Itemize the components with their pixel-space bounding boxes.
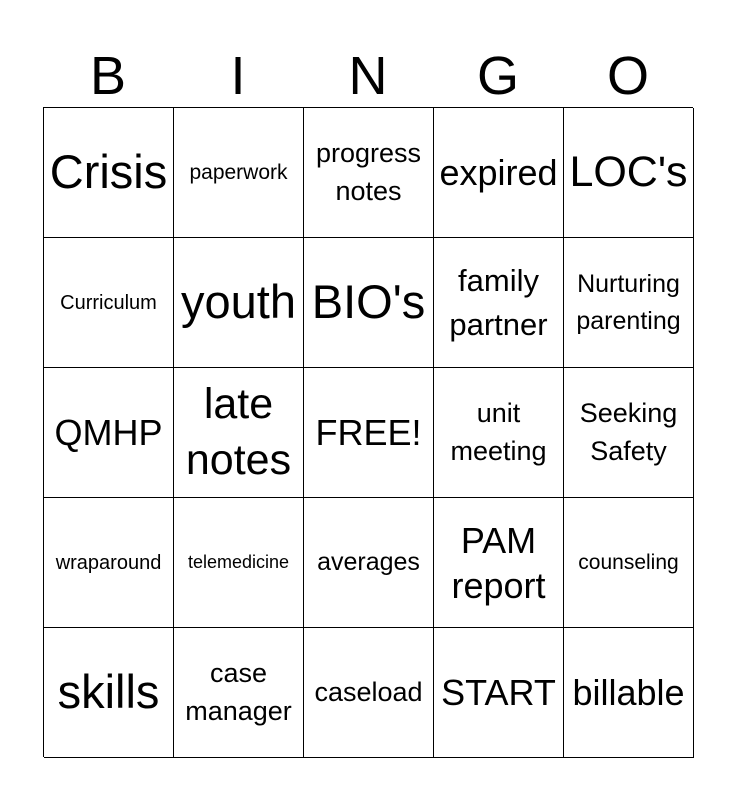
cell-label: Nurturing parenting [576,270,681,335]
bingo-cell[interactable] [304,238,434,368]
bingo-cell[interactable] [174,628,304,758]
cell-label: PAM report [451,519,546,606]
cell-label: wraparound [55,551,162,574]
bingo-cell[interactable] [564,498,694,628]
header-letter-g: G [476,46,519,106]
cell-label: skills [57,665,160,719]
bingo-cell[interactable] [174,498,304,628]
cell-label: BIO's [311,275,426,329]
cell-label: caseload [314,676,423,707]
bingo-cell[interactable] [174,108,304,238]
bingo-cell[interactable] [434,368,564,498]
cell-label: LOC's [569,147,688,196]
bingo-cell[interactable] [44,108,174,238]
cell-label: youth [181,275,296,329]
cell-label: family partner [449,263,548,342]
bingo-cell[interactable] [434,108,564,238]
cell-label: QMHP [54,412,163,453]
bingo-cell[interactable] [564,368,694,498]
bingo-cell[interactable] [434,238,564,368]
header-letter-b: B [89,46,127,106]
cell-label: unit meeting [450,397,547,466]
cell-label: telemedicine [187,551,290,572]
cell-label: billable [572,672,685,713]
header-letter-n: N [348,46,388,106]
header-letter-i: I [230,46,246,106]
bingo-cell[interactable] [174,238,304,368]
cell-label: START [441,672,556,713]
cell-label: averages [317,548,420,577]
bingo-cell[interactable] [44,628,174,758]
bingo-cell[interactable] [304,108,434,238]
bingo-cell[interactable] [434,498,564,628]
bingo-cell[interactable] [564,628,694,758]
bingo-cell[interactable] [44,498,174,628]
cell-label: expired [439,152,558,193]
cell-label: progress notes [315,137,422,206]
cell-label: Seeking Safety [579,397,678,466]
bingo-cell[interactable] [304,498,434,628]
cell-label: FREE! [315,412,422,453]
bingo-cell[interactable] [44,238,174,368]
bingo-cell[interactable] [44,368,174,498]
bingo-cell[interactable] [304,628,434,758]
cell-label: counseling [578,550,679,574]
bingo-cell[interactable] [564,238,694,368]
free-space[interactable] [304,368,434,498]
bingo-cell[interactable] [174,368,304,498]
bingo-cell[interactable] [434,628,564,758]
cell-label: Crisis [49,145,168,199]
cell-label: case manager [185,657,292,726]
cell-label: late notes [185,379,292,484]
cell-label: paperwork [189,160,288,184]
cell-label: Curriculum [60,291,157,314]
bingo-header [43,42,693,106]
header-letter-o: O [606,46,649,106]
bingo-board [43,107,693,757]
bingo-cell[interactable] [564,108,694,238]
